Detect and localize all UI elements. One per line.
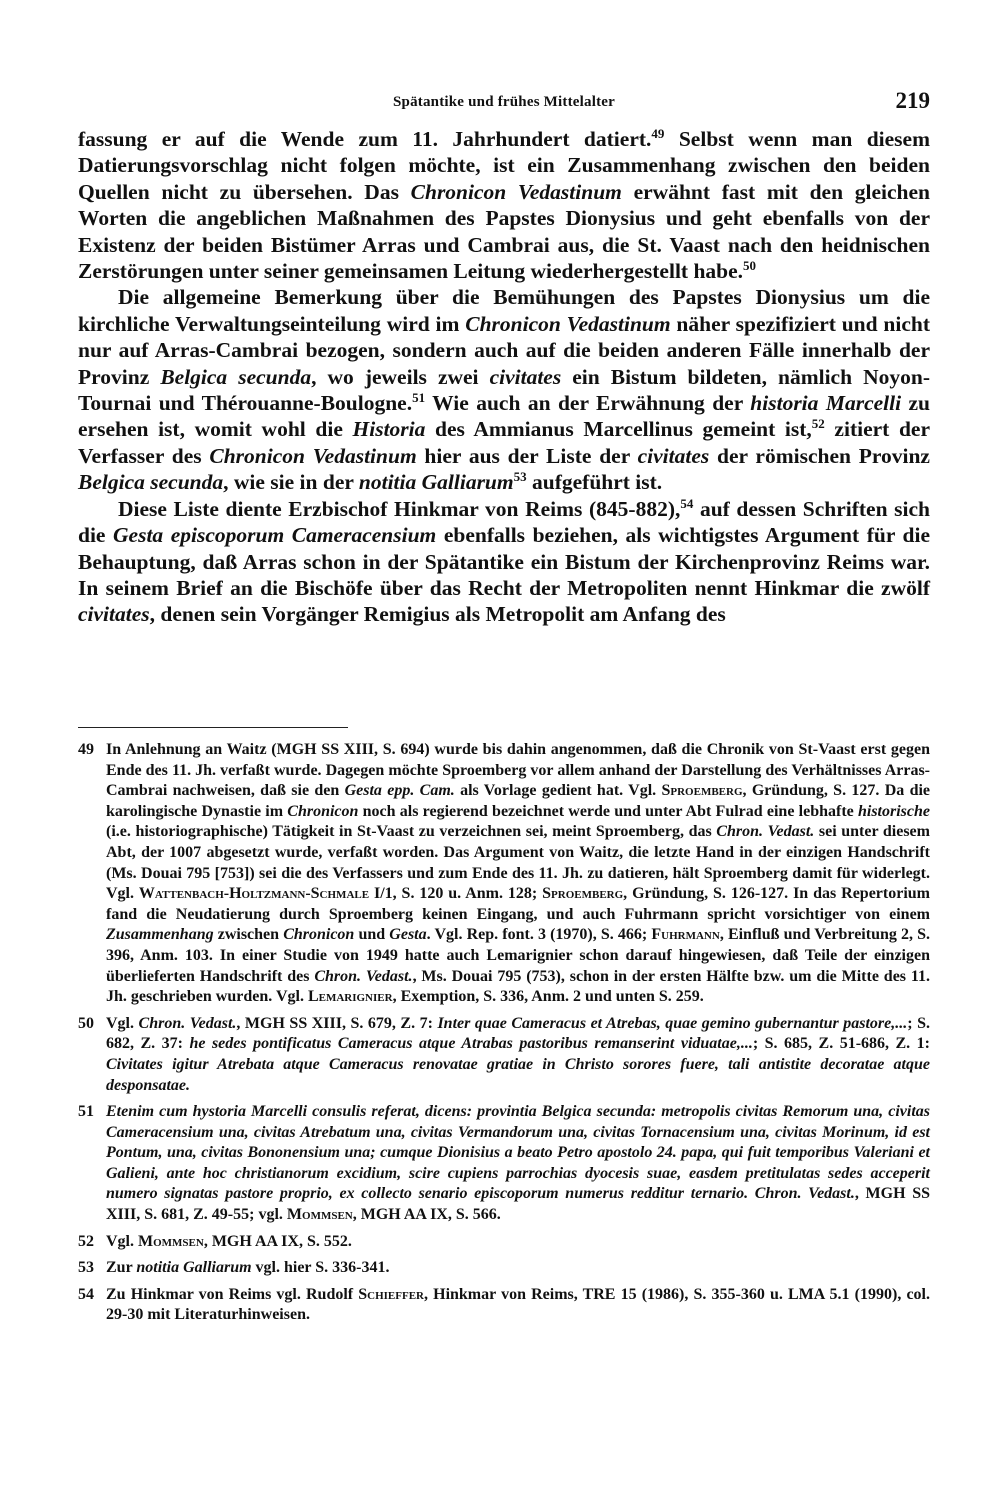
latin-quote: Inter quae Cameracus et Atrebas, quae gemino gubernantur pastore,... xyxy=(437,1014,908,1032)
footnote-ref-52[interactable]: 52 xyxy=(811,416,825,432)
footnote-49 xyxy=(78,740,930,1008)
text: , MGH AA IX, S. 552. xyxy=(203,1232,352,1250)
footnote-text xyxy=(106,1102,930,1226)
text: zitiert der Verfasser des xyxy=(78,417,931,468)
author-name: Fuhrmann xyxy=(651,926,720,944)
text: Vgl. xyxy=(106,1232,138,1250)
work-title: notitia Galliarum xyxy=(358,470,514,495)
emphasis: historische xyxy=(857,802,930,820)
emphasis: Zusammenhang xyxy=(106,926,214,944)
text xyxy=(748,1185,755,1202)
text: näher spezifiziert und nicht nur auf Arras-Cambrai bezogen, sondern auch auf die beiden anderen Fälle innerhalb der Provinz xyxy=(78,311,931,389)
work-title: Chronicon Vedastinum xyxy=(209,443,417,468)
text: hier aus der Liste der xyxy=(416,443,638,468)
footnote-ref-50[interactable]: 50 xyxy=(743,258,757,274)
paragraph-1 xyxy=(78,126,930,284)
text: des Ammianus Marcellinus gemeint ist, xyxy=(425,417,812,442)
text: Diese Liste diente Erzbischof Hinkmar von Reims (845-882), xyxy=(118,496,681,521)
latin-term: civitates xyxy=(489,364,562,389)
footnote-divider xyxy=(78,727,348,728)
footnote-ref-49[interactable]: 49 xyxy=(651,126,665,141)
footnote-number: 53 xyxy=(78,1259,94,1277)
text: als Vorlage gedient hat. Vgl. xyxy=(454,782,662,800)
citation-title: Chronicon xyxy=(287,802,359,820)
footnote-text xyxy=(106,740,930,1008)
paragraph-3 xyxy=(78,496,930,628)
footnotes xyxy=(78,740,930,1332)
text: ; S. 682, Z. 37: xyxy=(106,1014,931,1053)
body-text xyxy=(78,126,930,628)
footnote-52 xyxy=(78,1232,930,1253)
text: , Gründung, S. 126-127. In das Repertorium fand die Neudatierung durch Sproemberg keinen Eingang, und auch Fuhrmann spricht vorsichtiger von einem xyxy=(106,885,931,923)
running-head xyxy=(78,88,930,118)
author-name: Mommsen xyxy=(286,1206,353,1224)
text: , wo jeweils zwei xyxy=(311,364,490,389)
text: Zur xyxy=(106,1259,137,1277)
footnote-number: 49 xyxy=(78,741,94,758)
author-name: Schieffer xyxy=(358,1285,424,1303)
citation-title: Gesta epp. Cam. xyxy=(344,782,455,800)
footnote-text xyxy=(106,1285,930,1326)
footnote-ref-51[interactable]: 51 xyxy=(412,390,426,406)
footnote-50 xyxy=(78,1014,930,1096)
footnote-51 xyxy=(78,1102,930,1226)
text: , Hinkmar von Reims, TRE 15 (1986), S. 355-360 u. LMA 5.1 (1990), col. 29-30 mit Literaturhinweisen. xyxy=(106,1285,930,1324)
text: auf dessen Schriften sich die xyxy=(78,496,930,548)
text: I/1, S. 120 u. Anm. 128; xyxy=(369,885,543,903)
citation-title: Chron. Vedast. xyxy=(716,823,815,841)
page-number: 219 xyxy=(895,88,930,113)
text: und xyxy=(354,926,390,944)
work-title: Chronicon Vedastinum xyxy=(410,179,622,204)
latin-term: Belgica secunda xyxy=(78,470,224,495)
text: erwähnt fast mit den gleichen Worten die angeblichen Maßnahmen des Papstes Dionysius und geht ebenfalls von der Existenz der beiden Bistümer Arras und Cambrai aus, die St. Vaast nach den heidnischen Zerstörungen unter seiner gemeinsamen Leitung wiederhergestellt habe. xyxy=(78,179,930,284)
text: (i.e. historiographische) Tätigkeit in St-Vaast zu verzeichnen sei, meint Sproemberg, das xyxy=(106,823,717,841)
text: ; S. 685, Z. 51-686, Z. 1: xyxy=(752,1035,930,1053)
text: , MGH AA IX, S. 566. xyxy=(352,1206,501,1224)
text: , Ms. Douai 795 (753), schon in der ersten Hälfte bzw. um die Mitte des 11. Jh. geschrieben wurden. Vgl. xyxy=(106,967,931,1006)
author-name: Mommsen xyxy=(138,1232,204,1250)
text: , Einfluß und Verbreitung 2, S. 396, Anm. 103. In einer Studie von 1949 hatte auch Lemarignier schon darauf hingewiesen, daß Teile der einzigen überlieferten Handschrift des xyxy=(106,926,931,985)
text: , wie sie in der xyxy=(223,470,359,495)
footnote-number: 50 xyxy=(78,1014,94,1032)
latin-term: historia Marcelli xyxy=(750,391,902,416)
author-name: Sproemberg xyxy=(542,885,624,903)
text: Vgl. xyxy=(106,1014,139,1032)
text: noch als regierend bezeichnet werde und unter Abt Fulrad eine lebhafte xyxy=(358,802,858,820)
text: Die allgemeine Bemerkung über die Bemühungen des Papstes Dionysius um die kirchliche Verwaltungseinteilung wird im xyxy=(78,285,930,336)
footnote-text xyxy=(106,1258,930,1279)
text: zwischen xyxy=(213,926,284,944)
text: , denen sein Vorgänger Remigius als Metropolit am Anfang des xyxy=(149,602,726,627)
text: , MGH SS XIII, S. 679, Z. 7: xyxy=(236,1014,438,1032)
text: ein Bistum bildeten, nämlich Noyon-Tournai und Thérouanne-Boulogne. xyxy=(78,364,930,416)
footnote-53 xyxy=(78,1258,930,1279)
citation-title: Chron. Vedast. xyxy=(314,967,413,985)
work-title: Chronicon Vedastinum xyxy=(465,311,671,336)
citation-title: Gesta xyxy=(389,926,427,944)
text: Selbst wenn man diesem Datierungsvorschlag nicht folgen möchte, ist ein Zusammenhang zwischen den beiden Quellen nicht zu übersehen. Das xyxy=(78,127,931,204)
text: , MGH SS XIII, S. 681, Z. 49-55; vgl. xyxy=(106,1185,931,1224)
text: , Gründung, S. 127. Da die karolingische Dynastie im xyxy=(106,782,931,820)
citation-title: Chron. Vedast. xyxy=(754,1185,855,1203)
footnote-number: 52 xyxy=(78,1232,94,1250)
text: , Exemption, S. 336, Anm. 2 und unten S. 259. xyxy=(392,988,704,1006)
work-title: Gesta episcoporum Cameracensium xyxy=(113,523,437,548)
text: Zu Hinkmar von Reims vgl. Rudolf xyxy=(106,1285,359,1303)
footnote-54 xyxy=(78,1285,930,1326)
text: der römischen Provinz xyxy=(709,443,930,468)
text: zu ersehen ist, womit wohl die xyxy=(78,391,931,442)
latin-term: civitates xyxy=(637,443,710,468)
footnote-number: 51 xyxy=(78,1103,94,1121)
footnote-text xyxy=(106,1014,930,1096)
text: In Anlehnung an Waitz (MGH SS XIII, S. 694) wurde bis dahin angenommen, daß die Chronik von St-Vaast erst gegen Ende des 11. Jh. verfaßt wurde. Dagegen möchte Sproemberg vor allem anhand der Darstellung des Verhältnisses Arras-Cambrai nachweisen, daß sie den xyxy=(106,741,930,800)
latin-quote: Civitates igitur Atrebata atque Cameracus renovatae gratiae in Christo sorores fuere, tali antistite decoratae atque desponsatae. xyxy=(106,1055,930,1094)
footnote-number: 54 xyxy=(78,1285,94,1303)
footnote-text xyxy=(106,1232,930,1253)
text: . Vgl. Rep. font. 3 (1970), S. 466; xyxy=(426,926,652,944)
text: vgl. hier S. 336-341. xyxy=(251,1259,390,1277)
author-name: Wattenbach-Holtzmann-Schmale xyxy=(138,885,370,903)
latin-term: civitates xyxy=(78,602,150,627)
citation-title: Chron. Vedast. xyxy=(138,1014,237,1032)
citation-title: notitia Galliarum xyxy=(136,1259,252,1277)
running-title: Spätantike und frühes Mittelalter xyxy=(392,94,615,110)
paragraph-2 xyxy=(78,284,930,495)
work-title: Historia xyxy=(352,417,426,442)
citation-title: Chronicon xyxy=(283,926,355,944)
author-name: Lemarignier xyxy=(307,988,393,1006)
footnote-ref-53[interactable]: 53 xyxy=(513,469,527,485)
latin-quote: Etenim cum hystoria Marcelli consulis referat, dicens: provintia Belgica secunda: metropolis civitas Remorum una, civitas Cameracensium una, civitas Atrebatum una, civitas Vermandorum una, civitas Tornacensium una, civitas Morinum, id est Pontum, una, civitas Bononensium una; cumque Dionisius a beato Petro apostolo 24. papa, qui fuit temporibus Valeriani et Galieni, ante hoc christianorum excidium, scire cupiens parrochias dyocesis suae, easdem pretitulatas sedes acceperit numero signatas pastore proprio, ex collecto senario episcoporum numerus redditur ternario. xyxy=(106,1103,930,1203)
text: Wie auch an der Erwähnung der xyxy=(425,391,751,416)
latin-quote: he sedes pontificatus Cameracus atque Atrabas pastoribus remanserint viduatae,... xyxy=(189,1035,753,1053)
text: fassung er auf die Wende zum 11. Jahrhundert datiert. xyxy=(78,127,652,151)
author-name: Sproemberg xyxy=(661,782,743,800)
text: aufgeführt ist. xyxy=(526,470,663,495)
text: ebenfalls beziehen, als wichtigstes Argument für die Behauptung, daß Arras schon in der Spätantike ein Bistum der Kirchenprovinz Reims war. In seinem Brief an die Bischöfe über das Recht der Metropoliten nennt Hinkmar die zwölf xyxy=(78,523,930,600)
footnote-ref-54[interactable]: 54 xyxy=(680,495,694,511)
latin-term: Belgica secunda xyxy=(160,364,312,389)
text: sei unter diesem Abt, der 1007 abgesetzt wurde, verfaßt worden. Das Argument von Waitz, die letzte Hand in der einzigen Handschrift (Ms. Douai 795 [753]) sei die des Verfassers und zum Ende des 11. Jh. zu datieren, hält Sproemberg damit für widerlegt. Vgl. xyxy=(106,823,930,903)
